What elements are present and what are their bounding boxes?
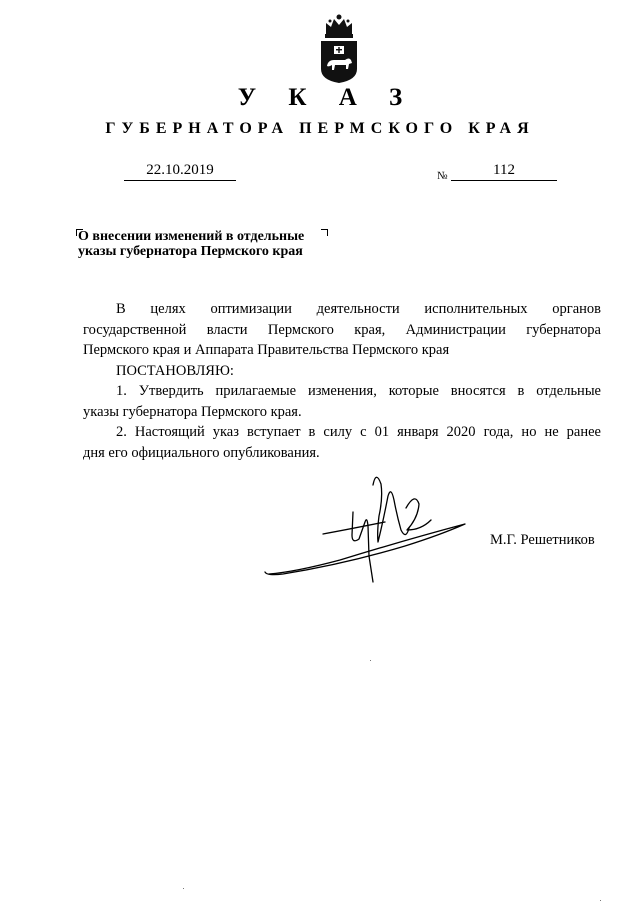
scan-speck [183, 888, 184, 889]
document-date: 22.10.2019 [124, 162, 236, 181]
preamble-line-3: Пермского края и Аппарата Правительства Пермского края [83, 342, 450, 358]
document-number: 112 [451, 162, 557, 181]
scan-speck [370, 660, 371, 661]
coat-of-arms-icon [318, 14, 360, 84]
document-subject [78, 229, 378, 259]
issuer-heading: ГУБЕРНАТОРА ПЕРМСКОГО КРАЯ [105, 120, 535, 137]
preamble-line-1: В целях оптимизации деятельности исполнительных органов [116, 301, 601, 317]
signer-name: М.Г. Решетников [490, 532, 595, 548]
decree-word: ПОСТАНОВЛЯЮ: [116, 362, 234, 379]
item-1-line-1: 1. Утвердить прилагаемые изменения, которые вносятся в отдельные [116, 383, 601, 399]
subject-line-2: указы губернатора Пермского края [78, 244, 303, 259]
subject-line-1: О внесении изменений в отдельные [78, 229, 305, 244]
document-body [83, 299, 601, 463]
scan-speck [600, 900, 601, 901]
document-type-title: У К А З [237, 84, 416, 111]
item-2-line-1: 2. Настоящий указ вступает в силу с 01 января 2020 года, но не ранее [116, 424, 601, 440]
item-2-line-2: дня его официального опубликования. [83, 444, 320, 461]
number-sign: № [437, 170, 448, 182]
signature-image [255, 460, 485, 595]
preamble-line-2: государственной власти Пермского края, Администрации губернатора [83, 321, 601, 338]
item-1-line-2: указы губернатора Пермского края. [83, 403, 302, 420]
